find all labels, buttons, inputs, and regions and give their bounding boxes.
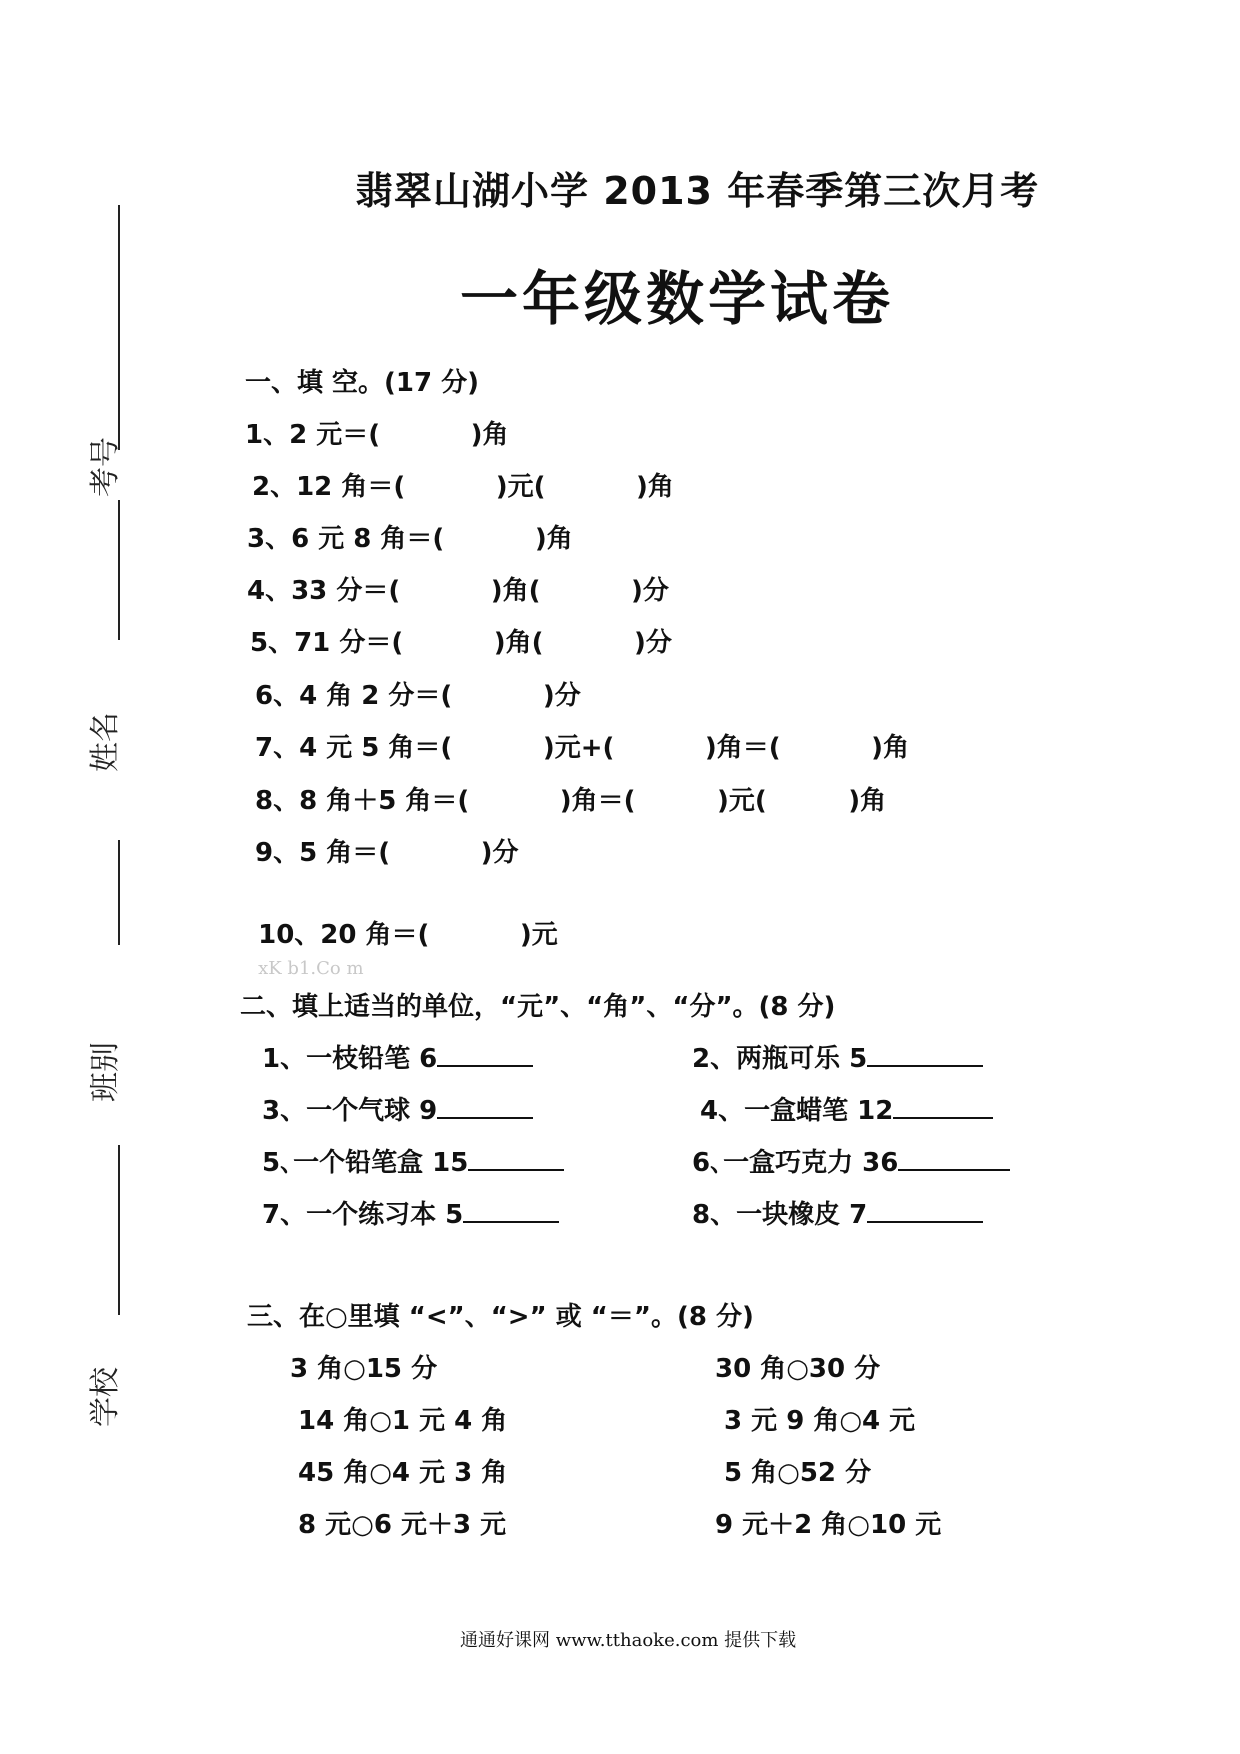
s2-left-3 [262,1142,564,1179]
section1-heading: 一、填 空。(17 分) [245,368,480,398]
s2-right-3-text: 6､一盒巧克力 36 [692,1148,899,1178]
section3-heading: 三、在○里填 “<”、“>” 或 “＝”。(8 分) [247,1302,754,1332]
s3-left-1: 3 角○15 分 [290,1354,438,1384]
answer-blank [437,1043,533,1067]
s3-left-4: 8 元○6 元＋3 元 [298,1510,507,1540]
watermark-text: xK b1.Co m [258,958,364,979]
s3-right-3: 5 角○52 分 [724,1458,872,1488]
s2-right-2-text: 4、一盒蜡笔 12 [700,1096,894,1126]
exam-no-line [118,205,120,450]
answer-blank [898,1147,1010,1171]
s2-left-4-text: 7、一个练习本 5 [262,1200,464,1230]
s3-left-3: 45 角○4 元 3 角 [298,1458,508,1488]
s3-right-4: 9 元＋2 角○10 元 [715,1510,942,1540]
s2-left-4 [262,1194,559,1231]
footer-credit: 通通好课网 www.tthaoke.com 提供下载 [460,1630,797,1651]
s2-right-1-text: 2、两瓶可乐 5 [692,1044,868,1074]
answer-blank [867,1199,983,1223]
s1-item-4: 4、33 分＝( )角( )分 [247,576,669,606]
answer-blank [867,1043,983,1067]
paper-title: 一年级数学试卷 [460,265,895,333]
school-label: 学校 [88,1367,123,1427]
name-line [118,500,120,640]
s1-item-6: 6、4 角 2 分＝( )分 [255,681,581,711]
s1-item-5: 5、71 分＝( )角( )分 [250,628,672,658]
answer-blank [463,1199,559,1223]
s1-item-1: 1、2 元＝( )角 [245,420,509,450]
s1-item-9: 9、5 角＝( )分 [255,838,519,868]
s1-item-10 [240,884,558,981]
class-line [118,840,120,945]
s3-right-2: 3 元 9 角○4 元 [724,1406,916,1436]
school-line [118,1145,120,1315]
s2-right-4-text: 8、一块橡皮 7 [692,1200,868,1230]
answer-blank [468,1147,564,1171]
exam-no-label: 考号 [88,437,123,497]
s1-item-2: 2、12 角＝( )元( )角 [252,472,674,502]
s2-right-1 [692,1038,983,1075]
section2-heading: 二、填上适当的单位，“元”、“角”、“分”。(8 分) [240,992,836,1022]
s2-left-2-text: 3、一个气球 9 [262,1096,438,1126]
class-label: 班别 [88,1042,123,1102]
s2-right-2 [700,1090,993,1127]
s1-item-7: 7、4 元 5 角＝( )元+( )角＝( )角 [255,733,910,763]
s2-left-3-text: 5､一个铅笔盒 15 [262,1148,469,1178]
answer-blank [437,1095,533,1119]
s1-item-10-text: 10、20 角＝( )元 [258,920,558,950]
name-label: 姓名 [88,712,123,772]
s1-item-8: 8、8 角＋5 角＝( )角＝( )元( )角 [255,786,887,816]
s3-left-2: 14 角○1 元 4 角 [298,1406,508,1436]
s2-right-3 [692,1142,1010,1179]
s2-left-1 [262,1038,533,1075]
s2-left-2 [262,1090,533,1127]
s2-left-1-text: 1、一枝铅笔 6 [262,1044,438,1074]
s3-right-1: 30 角○30 分 [715,1354,881,1384]
s1-item-3: 3、6 元 8 角＝( )角 [247,524,573,554]
answer-blank [893,1095,993,1119]
s2-right-4 [692,1194,983,1231]
exam-title: 翡翠山湖小学 2013 年春季第三次月考 [355,169,1040,213]
